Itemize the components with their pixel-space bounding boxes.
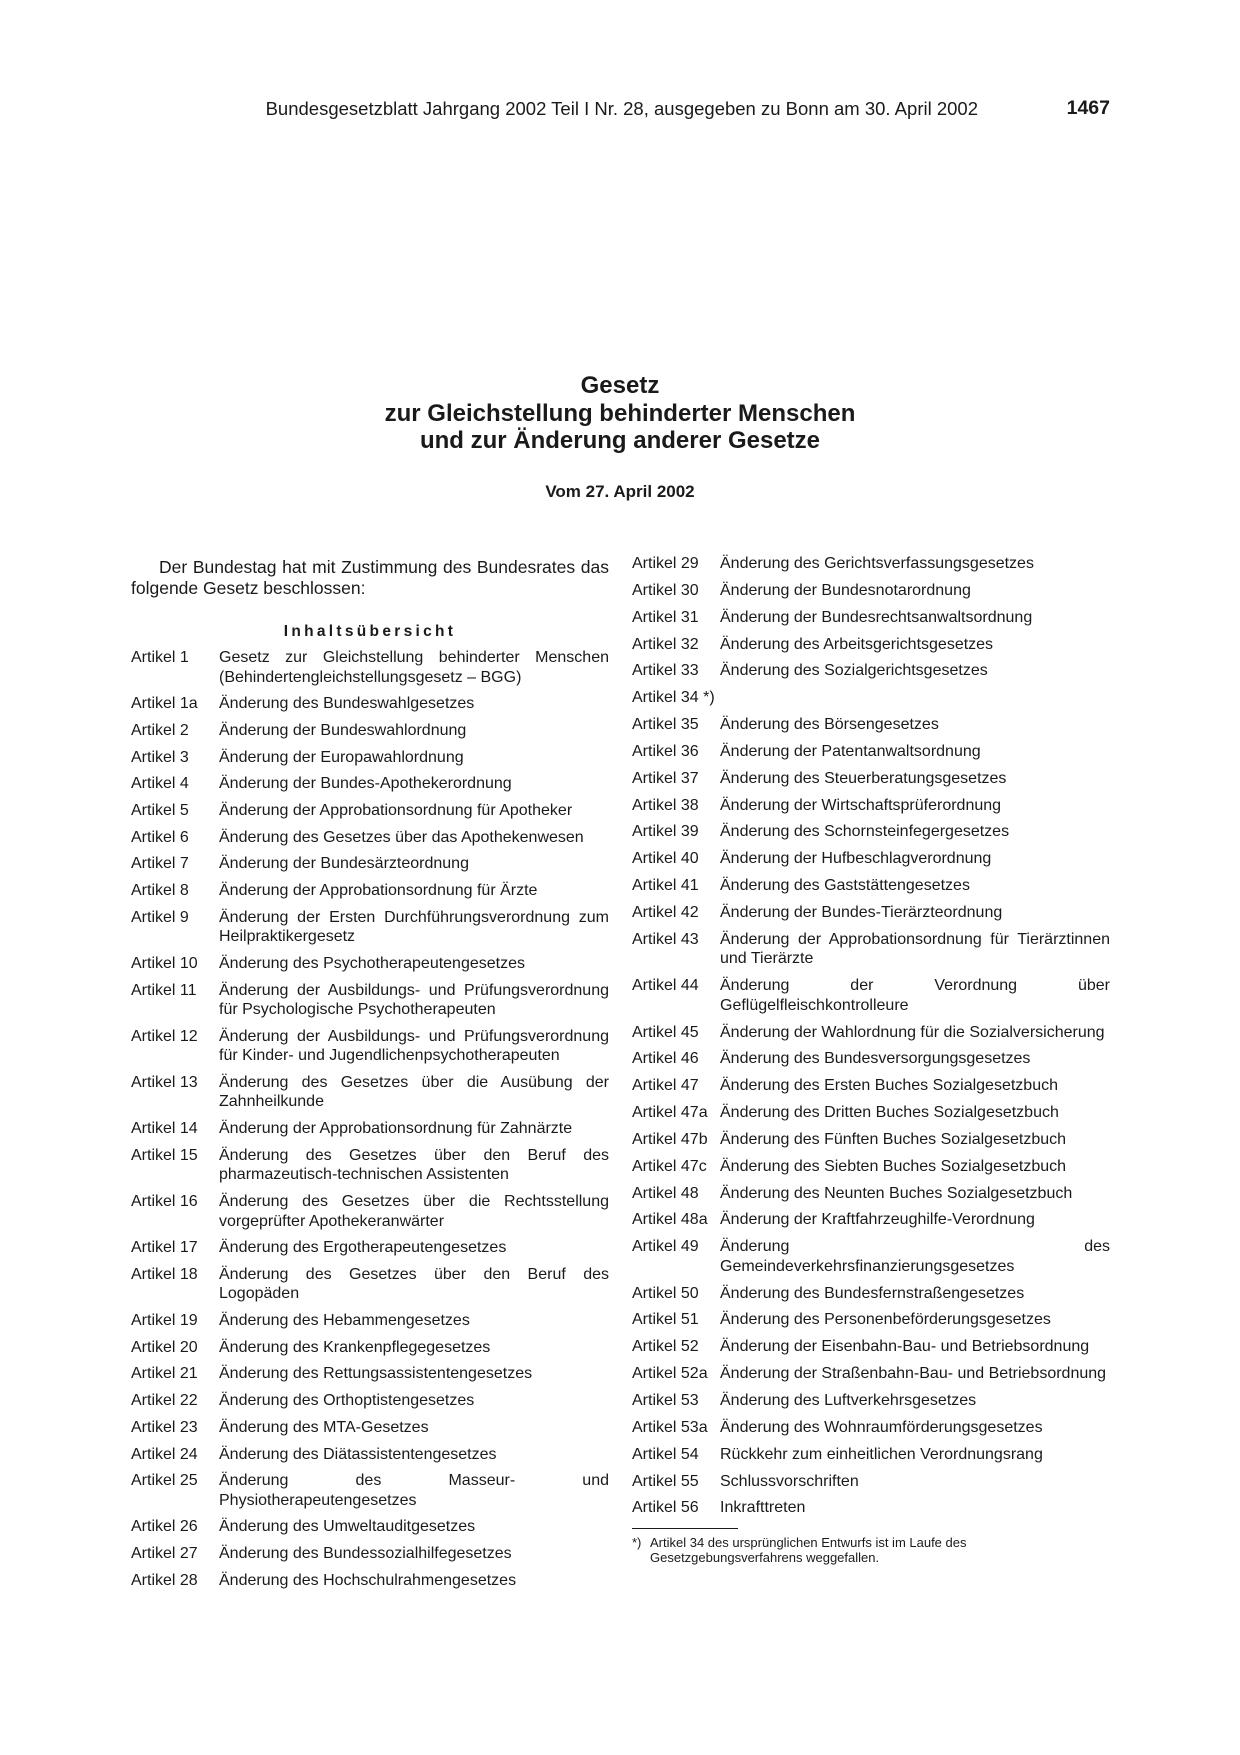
toc-entry [131, 1338, 609, 1358]
footnote-text: Artikel 34 des ursprünglichen Entwurfs ist im Laufe des Gesetzgebungsverfahrens weggefallen. [650, 1534, 967, 1566]
article-description: Änderung der Bundes-Tierärzteordnung [720, 903, 1003, 921]
article-description: Änderung der Bundesärzteordnung [219, 855, 469, 873]
article-label: Artikel 50 [632, 1284, 699, 1302]
article-description: Änderung des Fünften Buches Sozialgesetzbuch [720, 1130, 1067, 1148]
article-label: Artikel 15 [131, 1146, 198, 1164]
toc-entry [632, 1472, 1110, 1492]
footnote [632, 1528, 1110, 1566]
preamble: Der Bundestag hat mit Zustimmung des Bundesrates das folgende Gesetz beschlossen: [131, 557, 609, 598]
article-description: Änderung des Gesetzes über den Beruf des pharmazeutisch-technischen Assistenten [219, 1146, 609, 1184]
article-description: Änderung des Krankenpflegegesetzes [219, 1338, 491, 1356]
toc-entry [632, 715, 1110, 735]
article-description: Änderung der Ausbildungs- und Prüfungsverordnung für Kinder- und Jugendlichenpsychotherapeuten [219, 1027, 609, 1065]
article-description: Änderung des Gesetzes über den Beruf des Logopäden [219, 1265, 609, 1303]
toc-entry [632, 1023, 1110, 1043]
footnote-mark: *) [632, 1534, 642, 1550]
toc-entry [632, 1130, 1110, 1150]
article-label: Artikel 47a [632, 1104, 708, 1122]
article-label: Artikel 34 *) [632, 689, 715, 707]
toc-entry [131, 908, 609, 947]
title-line-3: und zur Änderung anderer Gesetze [419, 427, 821, 454]
toc-entry [131, 954, 609, 974]
article-description: Gesetz zur Gleichstellung behinderter Menschen (Behindertengleichstellungsgesetz – BGG) [219, 649, 609, 686]
article-description: Änderung des Arbeitsgerichtsgesetzes [720, 635, 994, 653]
article-label: Artikel 2 [131, 721, 189, 739]
article-label: Artikel 30 [632, 581, 699, 599]
article-label: Artikel 27 [131, 1545, 198, 1563]
toc-entry [632, 876, 1110, 896]
toc-entry [632, 1049, 1110, 1069]
toc-entry [632, 849, 1110, 869]
toc-entry [632, 661, 1110, 681]
article-label: Artikel 24 [131, 1445, 198, 1463]
article-description: Änderung des Siebten Buches Sozialgesetzbuch [720, 1157, 1067, 1175]
toc-entry [131, 1544, 609, 1564]
article-description: Änderung der Approbationsordnung für Apotheker [219, 801, 573, 819]
article-label: Artikel 43 [632, 930, 699, 948]
toc-entry [131, 648, 609, 687]
toc-entry [632, 903, 1110, 923]
article-description: Änderung des Ersten Buches Sozialgesetzbuch [720, 1077, 1058, 1095]
toc-entry [632, 1210, 1110, 1230]
article-description: Änderung der Bundesnotarordnung [720, 581, 971, 599]
toc-entry [131, 1471, 609, 1510]
article-description: Änderung des Hochschulrahmengesetzes [219, 1571, 517, 1589]
left-column [131, 557, 609, 1597]
toc-list-left [131, 648, 609, 1590]
article-description: Änderung der Bundeswahlordnung [219, 721, 467, 739]
article-label: Artikel 36 [632, 742, 699, 760]
toc-entry [131, 748, 609, 768]
article-label: Artikel 21 [131, 1365, 198, 1383]
article-label: Artikel 16 [131, 1193, 198, 1210]
toc-entry [131, 694, 609, 714]
article-description: Änderung des Schornsteinfegergesetzes [720, 823, 1010, 841]
toc-entry [131, 1364, 609, 1384]
toc-entry [632, 930, 1110, 969]
article-label: Artikel 41 [632, 877, 699, 895]
article-label: Artikel 23 [131, 1418, 198, 1436]
article-description: Rückkehr zum einheitlichen Verordnungsrang [720, 1445, 1043, 1463]
toc-entry [632, 581, 1110, 601]
right-column [632, 554, 1110, 1566]
toc-entry [131, 801, 609, 821]
article-description: Änderung des Gaststättengesetzes [720, 877, 970, 895]
article-label: Artikel 52 [632, 1338, 699, 1356]
article-label: Artikel 53a [632, 1418, 708, 1436]
article-label: Artikel 35 [632, 716, 699, 734]
toc-entry [632, 1391, 1110, 1411]
article-label: Artikel 54 [632, 1445, 699, 1463]
article-description: Änderung des Gerichtsverfassungsgesetzes [720, 555, 1034, 572]
article-label: Artikel 47c [632, 1157, 707, 1175]
toc-entry [131, 1265, 609, 1304]
article-description: Änderung des Bundesversorgungsgesetzes [720, 1050, 1031, 1068]
toc-entry [632, 1310, 1110, 1330]
article-description: Änderung der Ersten Durchführungsverordnung zum Heilpraktikergesetz [219, 908, 609, 946]
toc-entry [632, 1364, 1110, 1384]
article-label: Artikel 1 [131, 649, 189, 666]
footnote-rule [632, 1528, 738, 1529]
article-description: Änderung des Hebammengesetzes [219, 1312, 470, 1330]
toc-entry [632, 1076, 1110, 1096]
toc-entry [131, 854, 609, 874]
toc-entry [632, 796, 1110, 816]
article-label: Artikel 9 [131, 908, 189, 926]
article-label: Artikel 31 [632, 608, 699, 626]
article-label: Artikel 8 [131, 882, 189, 899]
article-description: Änderung der Wirtschaftsprüferordnung [720, 796, 1002, 814]
toc-entry [131, 1311, 609, 1331]
toc-entry [632, 635, 1110, 655]
toc-entry [131, 828, 609, 848]
article-description: Änderung des Masseur- und Physiotherapeutengesetzes [219, 1472, 609, 1509]
article-label: Artikel 13 [131, 1073, 198, 1091]
toc-entry [632, 976, 1110, 1015]
article-description: Änderung des Wohnraumförderungsgesetzes [720, 1418, 1043, 1436]
toc-entry [131, 1571, 609, 1591]
article-label: Artikel 33 [632, 662, 699, 680]
law-date: Vom 27. April 2002 [545, 482, 695, 501]
article-description: Änderung der Bundes-Apothekerordnung [219, 775, 512, 793]
toc-entry [131, 1445, 609, 1465]
article-description: Änderung des Börsengesetzes [720, 716, 939, 734]
article-description: Änderung der Ausbildungs- und Prüfungsverordnung für Psychologische Psychotherapeuten [219, 981, 609, 1019]
article-description: Änderung der Europawahlordnung [219, 748, 464, 766]
toc-entry [632, 1184, 1110, 1204]
article-label: Artikel 55 [632, 1472, 699, 1490]
article-label: Artikel 38 [632, 796, 699, 814]
toc-entry [632, 608, 1110, 628]
article-label: Artikel 53 [632, 1391, 699, 1409]
article-description: Änderung des Sozialgerichtsgesetzes [720, 662, 988, 680]
toc-entry [632, 1418, 1110, 1438]
article-description: Schlussvorschriften [720, 1472, 859, 1490]
article-description: Änderung des Bundesfernstraßengesetzes [720, 1284, 1025, 1302]
toc-entry [131, 774, 609, 794]
toc-entry [131, 881, 609, 901]
article-description: Änderung der Approbationsordnung für Ärzte [219, 882, 538, 899]
article-label: Artikel 20 [131, 1338, 198, 1356]
article-description: Änderung des Bundeswahlgesetzes [219, 695, 475, 713]
article-description: Änderung des Personenbeförderungsgesetzes [720, 1311, 1051, 1329]
title-line-2: zur Gleichstellung behinderter Menschen [384, 399, 856, 427]
article-label: Artikel 52a [632, 1365, 708, 1383]
article-label: Artikel 10 [131, 954, 198, 972]
article-description: Änderung des Dritten Buches Sozialgesetzbuch [720, 1104, 1059, 1122]
article-description: Änderung der Patentanwaltsordnung [720, 742, 981, 760]
article-label: Artikel 37 [632, 769, 699, 787]
article-description: Änderung des Psychotherapeutengesetzes [219, 954, 525, 972]
article-label: Artikel 11 [131, 981, 197, 999]
page-header [0, 98, 1240, 122]
toc-entry [632, 1284, 1110, 1304]
article-label: Artikel 51 [632, 1311, 699, 1329]
article-label: Artikel 18 [131, 1265, 198, 1283]
title-line-1: Gesetz [580, 372, 660, 399]
article-label: Artikel 49 [632, 1238, 699, 1256]
toc-entry [632, 1337, 1110, 1357]
article-label: Artikel 19 [131, 1312, 198, 1330]
article-label: Artikel 46 [632, 1050, 699, 1068]
article-description: Inkrafttreten [720, 1499, 806, 1517]
article-label: Artikel 6 [131, 828, 189, 846]
article-description: Änderung der Hufbeschlagverordnung [720, 850, 992, 868]
toc-entry [131, 1146, 609, 1185]
article-description: Änderung der Eisenbahn-Bau- und Betriebsordnung [720, 1338, 1090, 1356]
toc-entry [632, 1445, 1110, 1465]
article-description: Änderung des Orthoptistengesetzes [219, 1392, 475, 1410]
page-number: 1467 [1066, 97, 1110, 119]
article-label: Artikel 48a [632, 1211, 708, 1229]
article-description: Änderung des Gemeindeverkehrsfinanzierungsgesetzes [720, 1238, 1110, 1275]
article-description: Änderung der Approbationsordnung für Tierärztinnen und Tierärzte [720, 930, 1110, 968]
article-label: Artikel 39 [632, 823, 699, 841]
article-description: Änderung des MTA-Gesetzes [219, 1418, 429, 1436]
article-label: Artikel 12 [131, 1027, 198, 1045]
article-label: Artikel 1a [131, 695, 198, 713]
toc-list-right [632, 554, 1110, 1518]
toc-entry [632, 688, 1110, 708]
article-description: Änderung des Diätassistentengesetzes [219, 1445, 497, 1463]
article-description: Änderung des Bundessozialhilfegesetzes [219, 1545, 512, 1563]
article-label: Artikel 29 [632, 555, 699, 572]
article-description: Änderung des Rettungsassistentengesetzes [219, 1365, 533, 1383]
article-label: Artikel 4 [131, 775, 189, 793]
toc-entry [632, 1498, 1110, 1518]
article-description: Änderung der Verordnung über Geflügelfleischkontrolleure [720, 977, 1110, 1014]
article-label: Artikel 3 [131, 748, 189, 766]
article-description: Änderung des Neunten Buches Sozialgesetzbuch [720, 1184, 1073, 1202]
article-label: Artikel 17 [131, 1239, 198, 1257]
toc-entry [131, 1517, 609, 1537]
article-description: Änderung des Luftverkehrsgesetzes [720, 1391, 977, 1409]
article-description: Änderung des Steuerberatungsgesetzes [720, 769, 1007, 787]
article-label: Artikel 14 [131, 1120, 198, 1138]
article-label: Artikel 44 [632, 977, 699, 995]
law-title [0, 372, 1240, 455]
toc-entry [632, 1103, 1110, 1123]
article-label: Artikel 56 [632, 1499, 699, 1517]
toc-entry [632, 742, 1110, 762]
toc-entry [632, 1157, 1110, 1177]
article-label: Artikel 45 [632, 1023, 699, 1041]
article-description: Änderung der Wahlordnung für die Sozialversicherung [720, 1023, 1105, 1041]
running-head: Bundesgesetzblatt Jahrgang 2002 Teil I Nr. 28, ausgegeben zu Bonn am 30. April 2002 [265, 98, 978, 119]
article-description: Änderung der Bundesrechtsanwaltsordnung [720, 608, 1033, 626]
article-label: Artikel 47b [632, 1130, 708, 1148]
article-label: Artikel 32 [632, 635, 699, 653]
article-label: Artikel 28 [131, 1571, 198, 1589]
toc-entry [131, 1238, 609, 1258]
article-description: Änderung des Gesetzes über die Rechtsstellung vorgeprüfter Apothekeranwärter [219, 1193, 609, 1230]
article-description: Änderung des Ergotherapeutengesetzes [219, 1239, 507, 1257]
toc-entry [131, 1418, 609, 1438]
article-label: Artikel 48 [632, 1184, 699, 1202]
toc-entry [632, 554, 1110, 574]
toc-entry [131, 1192, 609, 1231]
article-label: Artikel 25 [131, 1472, 198, 1490]
article-description: Änderung des Gesetzes über die Ausübung der Zahnheilkunde [219, 1073, 609, 1111]
article-description: Änderung der Kraftfahrzeughilfe-Verordnung [720, 1211, 1035, 1229]
toc-entry [131, 1073, 609, 1112]
toc-entry [131, 981, 609, 1020]
article-label: Artikel 7 [131, 855, 189, 873]
article-label: Artikel 26 [131, 1518, 198, 1536]
article-label: Artikel 42 [632, 903, 699, 921]
toc-entry [632, 769, 1110, 789]
toc-entry [131, 1119, 609, 1139]
toc-entry [131, 721, 609, 741]
article-description: Änderung der Straßenbahn-Bau- und Betriebsordnung [720, 1365, 1107, 1383]
toc-entry [131, 1391, 609, 1411]
article-description: Änderung des Umweltauditgesetzes [219, 1518, 476, 1536]
toc-heading: Inhaltsübersicht [283, 623, 457, 640]
article-description: Änderung des Gesetzes über das Apothekenwesen [219, 828, 584, 846]
article-label: Artikel 22 [131, 1392, 198, 1410]
toc-entry [131, 1027, 609, 1066]
article-label: Artikel 47 [632, 1077, 699, 1095]
toc-entry [632, 822, 1110, 842]
article-label: Artikel 40 [632, 850, 699, 868]
article-description: Änderung der Approbationsordnung für Zahnärzte [219, 1120, 573, 1138]
toc-entry [632, 1237, 1110, 1276]
article-label: Artikel 5 [131, 801, 189, 819]
